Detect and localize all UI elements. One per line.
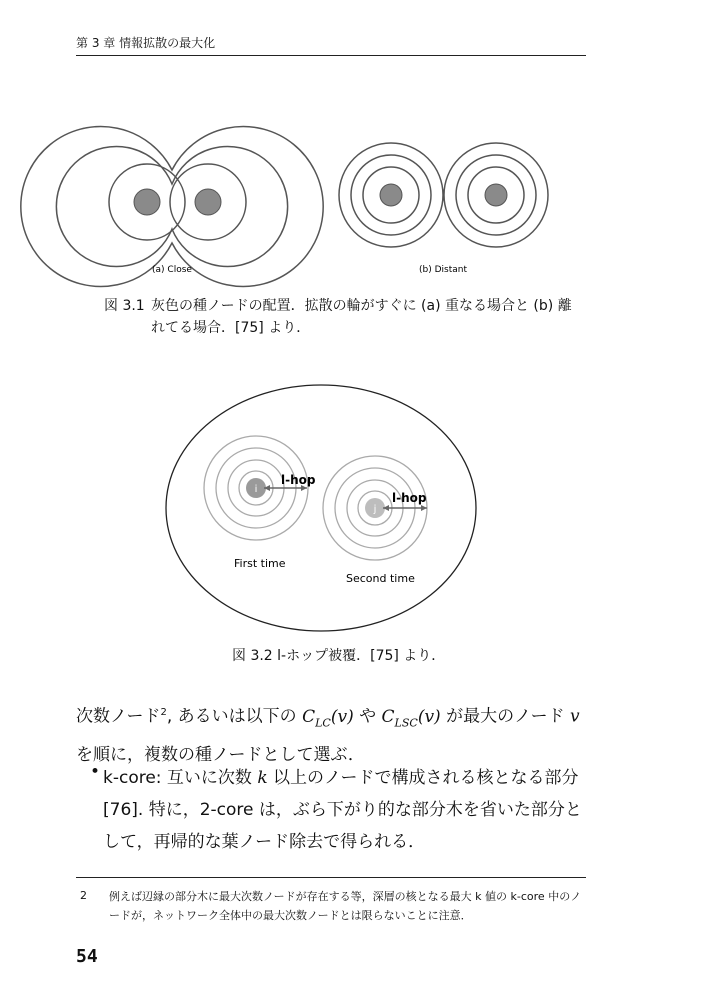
math-clsc-symbol: C [381, 706, 395, 727]
math-clsc [381, 706, 441, 730]
sublabel-b: (b) Distant [419, 265, 467, 275]
hop-arrow-2-head-right [421, 505, 427, 511]
math-k: k [257, 768, 268, 788]
footnote-rule [76, 877, 586, 878]
close-middle-merged-outline [56, 147, 287, 267]
footnote-text: 例えば辺縁の部分木に最大次数ノードが存在する等，深層の核となる最大 k 値の k-core 中のノードが，ネットワーク全体中の最大次数ノードとは限らないことに注意． [109, 890, 582, 922]
running-header: 第 3 章 情報拡散の最大化 [76, 34, 586, 56]
node-i-label: i [254, 484, 258, 495]
close-outer-merged-outline [21, 127, 323, 287]
math-v: v [570, 706, 580, 727]
bullet-item-k-core [103, 762, 593, 858]
distant-seed-left [380, 184, 402, 206]
bullet-text-b: 以上のノードで構成される核となる部分 [76]. 特に，2-core は，ぶら下がり的な部分木を省いた部分として，再帰的な葉ノード除去で得られる． [103, 768, 582, 852]
math-clc [302, 706, 354, 730]
figure-3-2-caption: 図 3.2 l-ホップ被覆．[75] より． [232, 648, 446, 664]
close-seed-left [134, 189, 160, 215]
hop-label-2: l-hop [392, 491, 427, 505]
p1-text-e: を順に，複数の種ノードとして選ぶ． [76, 745, 365, 766]
bullet-mark: • [90, 762, 101, 782]
math-clc-subscript: LC [315, 716, 331, 730]
first-time-label: First time [234, 557, 286, 570]
body-paragraph [76, 697, 591, 771]
hop-label-1: l-hop [281, 473, 316, 487]
footnote-number: 2 [80, 889, 87, 902]
figure-3-2 [166, 385, 476, 631]
distant-seed-right [485, 184, 507, 206]
math-clsc-arg: (v) [417, 706, 441, 727]
p1-text-c: や [353, 706, 382, 727]
figure-3-1a [21, 127, 323, 287]
page-number: 54 [76, 946, 98, 967]
bullet-text-a: k-core: 互いに次数 [103, 768, 258, 788]
second-time-label: Second time [346, 572, 415, 585]
math-clc-symbol: C [302, 706, 316, 727]
p1-text-b: , あるいは以下の [166, 706, 303, 727]
p1-text-d: が最大のノード [440, 706, 570, 727]
p1-text-a: 次数ノード [76, 706, 161, 727]
figure-3-1-caption: 灰色の種ノードの配置．拡散の輪がすぐに (a) 重なる場合と (b) 離れてる場合．[75] より． [151, 298, 572, 336]
node-j-label: j [373, 504, 377, 515]
figure-3-1b [339, 143, 548, 275]
network-boundary [166, 385, 476, 631]
figure-3-1-caption-number: 図 3.1 [104, 298, 145, 314]
footnote-ref-2[interactable]: 2 [160, 707, 167, 718]
math-clc-arg: (v) [330, 706, 354, 727]
sublabel-a: (a) Close [152, 265, 192, 275]
close-seed-right [195, 189, 221, 215]
math-clsc-subscript: LSC [394, 716, 418, 730]
